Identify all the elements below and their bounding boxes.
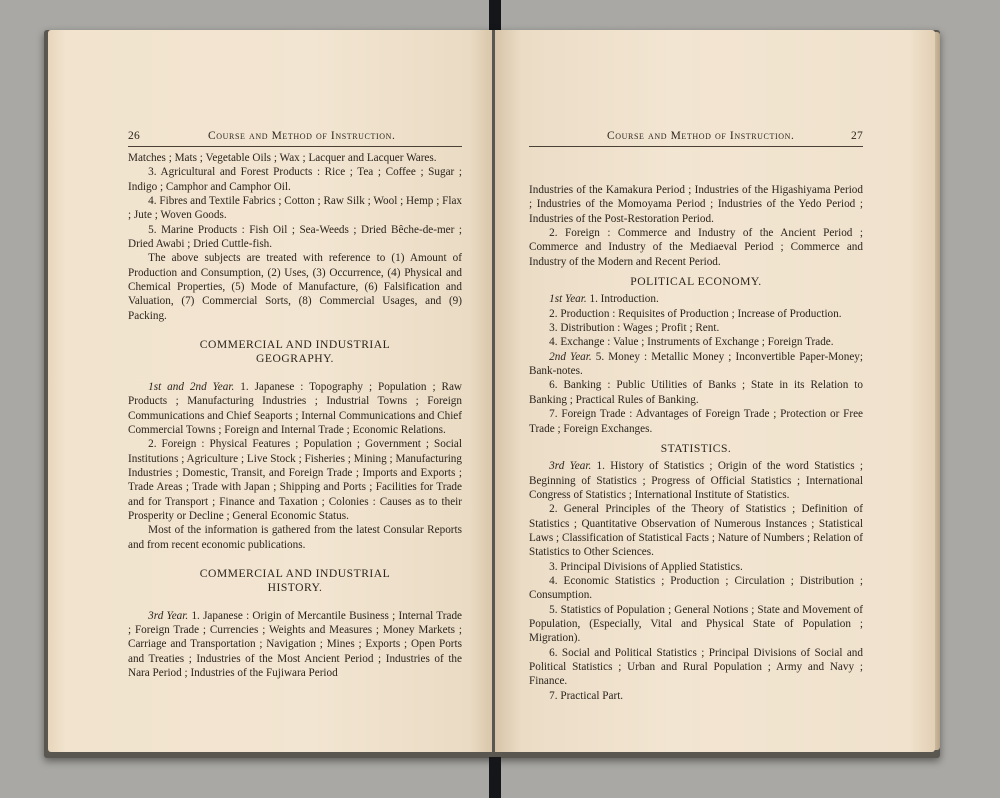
- pe-item-6: 6. Banking : Public Utilities of Banks ; State in its Relation to Banking ; Practical Rules of Banking.: [529, 379, 863, 406]
- st-year-label: 3rd Year.: [549, 460, 592, 473]
- right-head-rule: [529, 146, 863, 147]
- right-page-number: 27: [851, 130, 863, 142]
- st-item-3: 3. Principal Divisions of Applied Statistics.: [549, 560, 743, 573]
- para-hist-japanese: 3rd Year. 1. Japanese : Origin of Mercantile Business ; Internal Trade ; Foreign Trade ; Currencies ; Weights and Measures ; Money Markets ; Carriage and Transportation ; Navigation ; Mines ; Exports ; Open Ports and Treaties ; Industries of the Most Ancient Period ; Industries of the Nara Period ; Industries of the Fujiwara Period: [128, 609, 463, 679]
- pe-year1-label: 1st Year.: [549, 293, 587, 306]
- left-head-rule: [128, 146, 462, 147]
- para-hist-foreign: 2. Foreign : Commerce and Industry of the Ancient Period ; Commerce and Industry of the Mediaeval Period ; Commerce and Industry of the Modern and Recent Period.: [529, 227, 863, 268]
- pe-item-3: 3. Distribution : Wages ; Profit ; Rent.: [549, 322, 720, 335]
- gutter-ribbon-bottom: [489, 757, 501, 798]
- pe-item-5: 2nd Year. 5. Money : Metallic Money ; Inconvertible Paper-Money; Bank-notes.: [529, 350, 863, 378]
- right-page-body: [529, 183, 863, 703]
- right-page: [495, 30, 935, 752]
- para-matches: Matches ; Mats ; Vegetable Oils ; Wax ; Lacquer and Lacquer Wares.: [128, 152, 437, 164]
- para-marine: 5. Marine Products : Fish Oil ; Sea-Weeds ; Dried Bêche-de-mer ; Dried Awabi ; Dried Cuttle-fish.: [128, 223, 462, 251]
- st-item-2: 2. General Principles of the Theory of Statistics ; Definition of Statistics ; Quantitative Observation of Numerous Instances ; Statistical Laws ; Classification of Statistical Facts ; Nature of Numbers ; Relation of Statistics to Other Sciences.: [529, 503, 863, 559]
- para-geo-info: Most of the information is gathered from the latest Consular Reports and from recent economic publications.: [128, 524, 462, 551]
- para-geo-foreign: 2. Foreign : Physical Features ; Population ; Government ; Social Institutions ; Agriculture ; Live Stock ; Fisheries ; Mining ; Manufacturing Industries ; Domestic, Transit, and Foreign Trade ; Imports and Exports ; Trade Areas ; Trade with Japan ; Shipping and Ports ; Facilities for Trade and for Transport ; Finance and Taxation ; Colonies : Causes as to their Prosperity or Decline ; General Economic Status.: [128, 438, 462, 522]
- para-geo-japanese: 1st and 2nd Year. 1. Japanese : Topography ; Population ; Raw Products ; Manufacturing Industries ; Industrial Towns ; Foreign Communications and Chief Seaports ; Internal Communications and Chief Commercial Towns ; Foreign and Internal Trade ; Economic Relations.: [128, 380, 463, 436]
- para-industries: Industries of the Kamakura Period ; Industries of the Higashiyama Period ; Industries of the Momoyama Period ; Industries of the Yedo Period ; Industries of the Post-Restoration Period.: [529, 184, 863, 225]
- st-item-5: 5. Statistics of Population ; General Notions ; State and Movement of Population, (Especially, Vital and Physical State of Population ; Migration).: [529, 603, 863, 645]
- st-item-4: 4. Economic Statistics ; Production ; Circulation ; Distribution ; Consumption.: [529, 574, 863, 602]
- hist-year-label: 3rd Year.: [148, 609, 189, 622]
- para-agricultural: 3. Agricultural and Forest Products : Rice ; Tea ; Coffee ; Sugar ; Indigo ; Camphor and Camphor Oil.: [128, 166, 462, 193]
- left-page: [48, 30, 492, 752]
- pe-item-7: 7. Foreign Trade : Advantages of Foreign Trade ; Protection or Free Trade ; Foreign Exchanges.: [529, 408, 863, 435]
- para-subjects: The above subjects are treated with reference to (1) Amount of Production and Consumption, (2) Uses, (3) Occurrence, (4) Physical and Chemical Properties, (5) Mode of Manufacture, (6) Falsification and Valuation, (7) Commercial Sorts, (8) Commercial Usages, and (9) Packing.: [128, 252, 462, 322]
- left-running-head: Course and Method of Instruction.: [208, 130, 396, 142]
- right-running-head: Course and Method of Instruction.: [607, 130, 795, 142]
- heading-history: COMMERCIAL AND INDUSTRIAL HISTORY.: [199, 566, 391, 595]
- left-page-body: [128, 151, 462, 680]
- pe-item-4: 4. Exchange : Value ; Instruments of Exchange ; Foreign Trade.: [549, 336, 834, 349]
- heading-statistics: STATISTICS.: [660, 441, 732, 455]
- heading-geography: COMMERCIAL AND INDUSTRIAL GEOGRAPHY.: [199, 338, 391, 366]
- para-fibres: 4. Fibres and Textile Fabrics ; Cotton ; Raw Silk ; Wool ; Hemp ; Flax ; Jute ; Woven Goods.: [128, 195, 462, 222]
- heading-political-economy: POLITICAL ECONOMY.: [630, 275, 762, 289]
- st-item-6: 6. Social and Political Statistics ; Principal Divisions of Social and Political Statistics ; Urban and Rural Population ; Army and Navy ; Finance.: [529, 646, 863, 688]
- geo-year-label: 1st and 2nd Year.: [148, 380, 235, 393]
- st-item-1: 3rd Year. 1. History of Statistics ; Origin of the word Statistics ; Beginning of Statistics ; Progress of Official Statistics ; International Congress of Statistics ; International Institute of Statistics.: [529, 460, 863, 501]
- left-page-number: 26: [128, 130, 140, 142]
- pe-item-1: 1st Year. 1. Introduction.: [549, 293, 659, 306]
- pe-item-2: 2. Production : Requisites of Production ; Increase of Production.: [549, 307, 842, 320]
- pe-year2-label: 2nd Year.: [549, 350, 592, 363]
- gutter-ribbon-top: [489, 0, 501, 30]
- st-item-7: 7. Practical Part.: [549, 689, 624, 702]
